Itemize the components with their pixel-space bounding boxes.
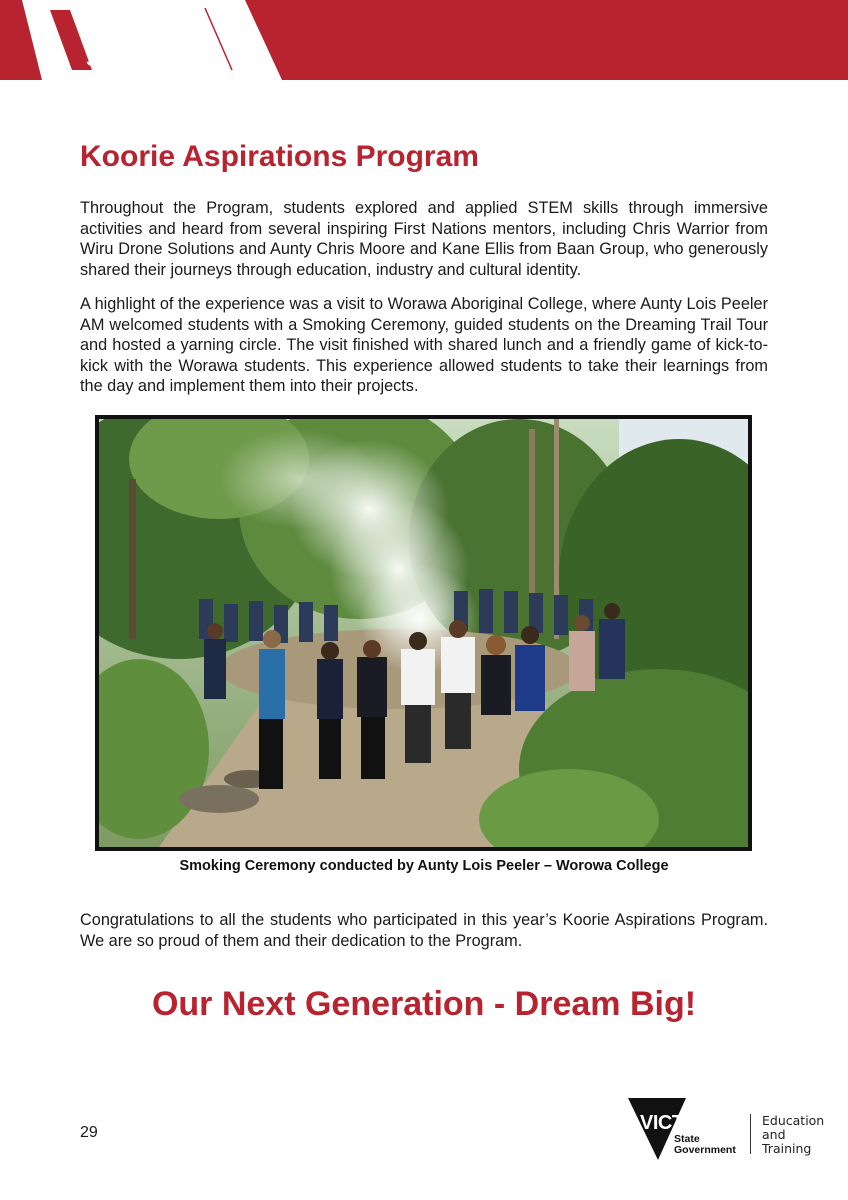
victoria-wordmark <box>640 1112 731 1135</box>
smoking-ceremony-photo <box>95 415 752 851</box>
logo-line-1: THE <box>86 7 122 26</box>
page-number: 29 <box>80 1124 98 1141</box>
photo-caption: Smoking Ceremony conducted by Aunty Lois Peeler – Worowa College <box>179 858 669 874</box>
header-band <box>0 0 848 80</box>
paragraph-mentors: Throughout the Program, students explored and applied STEM skills through immersive activities and heard from several inspiring First Nations mentors, including Chris Warrior from Wiru Drone Solutions and Aunty Chris Moore and Kane Ellis from Baan Group, who generously shared their journeys through education, industry and cultural identity. <box>80 199 768 279</box>
tagline: Our Next Generation - Dream Big! <box>151 985 697 1023</box>
victoria-word: VICTORIA <box>640 1112 732 1134</box>
photo-illustration <box>99 419 748 847</box>
paragraph-worawa-visit: A highlight of the experience was a visit to Worawa Aboriginal College, where Aunty Lois Peeler AM welcomed students with a Smoking Ceremony, guided students on the Dreaming Trail Tour and hosted a yarning circle. The visit finished with shared lunch and a friendly game of kick-to-kick with the Worawa students. This experience allowed students to take their learnings from the day and implement them into their projects. <box>80 295 768 396</box>
logo-line-2: EDUCATION <box>86 24 213 49</box>
state-government-label <box>674 1134 736 1156</box>
department-line-2: and Training <box>762 1127 812 1156</box>
state-label: State <box>674 1133 700 1145</box>
logo-line-3: STATE <box>86 46 154 71</box>
department-line-1: Education <box>762 1113 825 1128</box>
victoria-government-logo <box>626 1094 836 1164</box>
paragraph-congratulations: Congratulations to all the students who participated in this year’s Koorie Aspirations Program. We are so proud of them and their dedication to the Program. <box>80 911 768 950</box>
department-label <box>762 1114 836 1156</box>
education-state-logo <box>86 8 212 70</box>
government-label: Government <box>674 1144 736 1156</box>
logo-divider <box>750 1114 751 1154</box>
page-title: Koorie Aspirations Program <box>80 140 479 173</box>
